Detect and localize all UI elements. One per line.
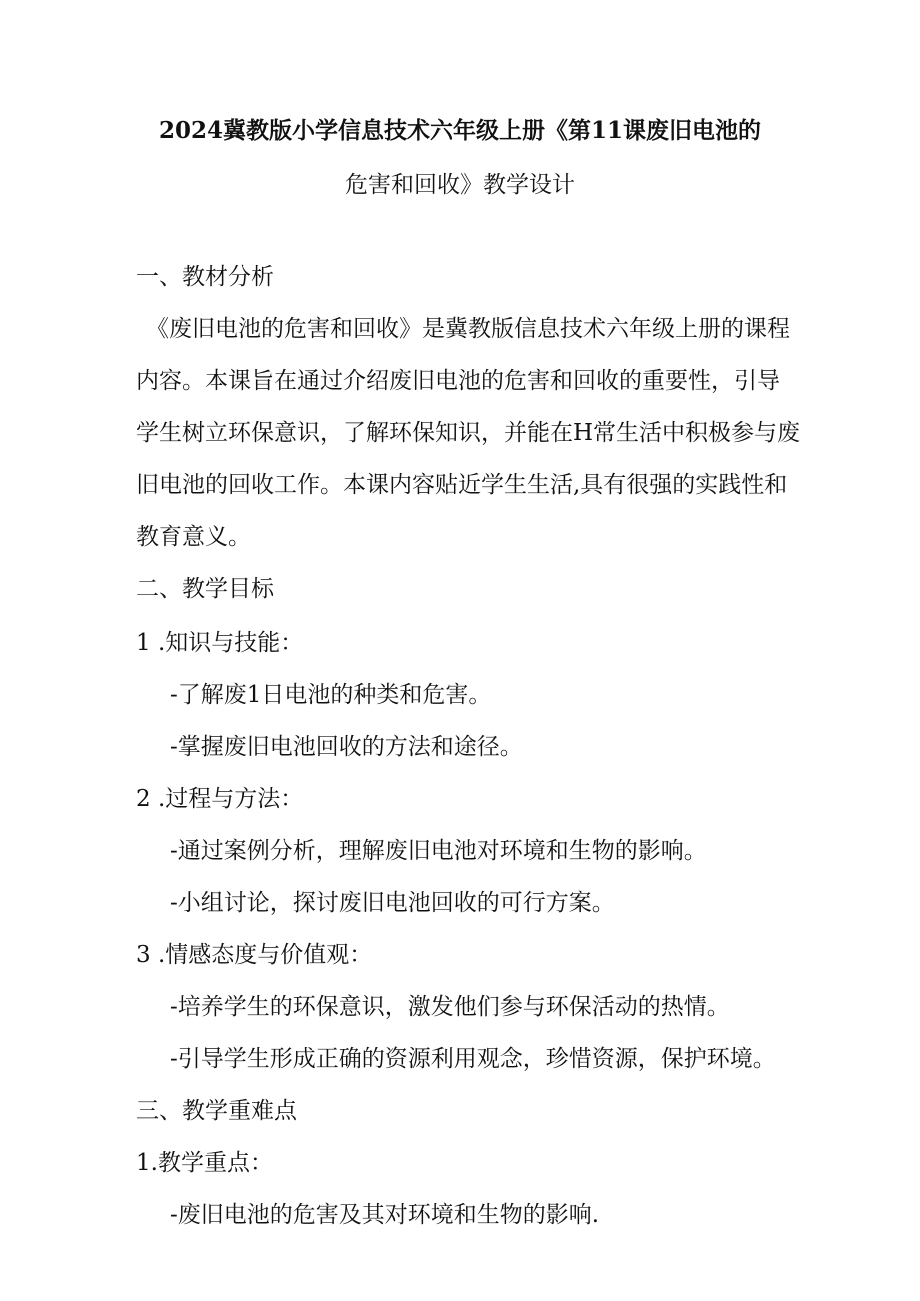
paragraph-line: 内容。本课旨在通过介绍废旧电池的危害和回收的重要性，引导 [136,368,780,394]
objective-point: -通过案例分析，理解废旧电池对环境和生物的影响。 [170,838,707,864]
paragraph-line: 教育意义。 [136,524,251,550]
objective-label: 1 .知识与技能： [136,630,304,656]
objective-point: -引导学生形成正确的资源利用观念，珍惜资源，保护环境。 [170,1046,776,1072]
section-heading-analysis: 一、教材分析 [136,264,274,290]
paragraph-line: 旧电池的回收工作。本课内容贴近学生生活,具有很强的实践性和 [136,472,788,498]
paragraph-line: 《废旧电池的危害和回收》是冀教版信息技术六年级上册的课程 [146,316,790,342]
paragraph-line: 学生树立环保意识，了解环保知识，并能在H常生活中积极参与废 [136,420,801,446]
key-point: -废旧电池的危害及其对环境和生物的影响. [170,1202,600,1228]
objective-label: 2 .过程与方法： [136,786,304,812]
objective-point: -掌握废旧电池回收的方法和途径。 [170,734,523,760]
objective-label: 3 .情感态度与价值观： [136,942,373,968]
document-title-line-1: 2024冀教版小学信息技术六年级上册《第11课废旧电池的 [158,117,762,144]
key-point-label: 1.教学重点： [136,1150,273,1176]
section-heading-objectives: 二、教学目标 [136,576,274,602]
section-heading-key-points: 三、教学重难点 [136,1098,297,1124]
objective-point: -培养学生的环保意识，激发他们参与环保活动的热情。 [170,994,730,1020]
objective-point: -了解废1日电池的种类和危害。 [170,682,492,708]
objective-point: -小组讨论，探讨废旧电池回收的可行方案。 [170,890,615,916]
document-title-line-2: 危害和回收》教学设计 [345,172,575,198]
